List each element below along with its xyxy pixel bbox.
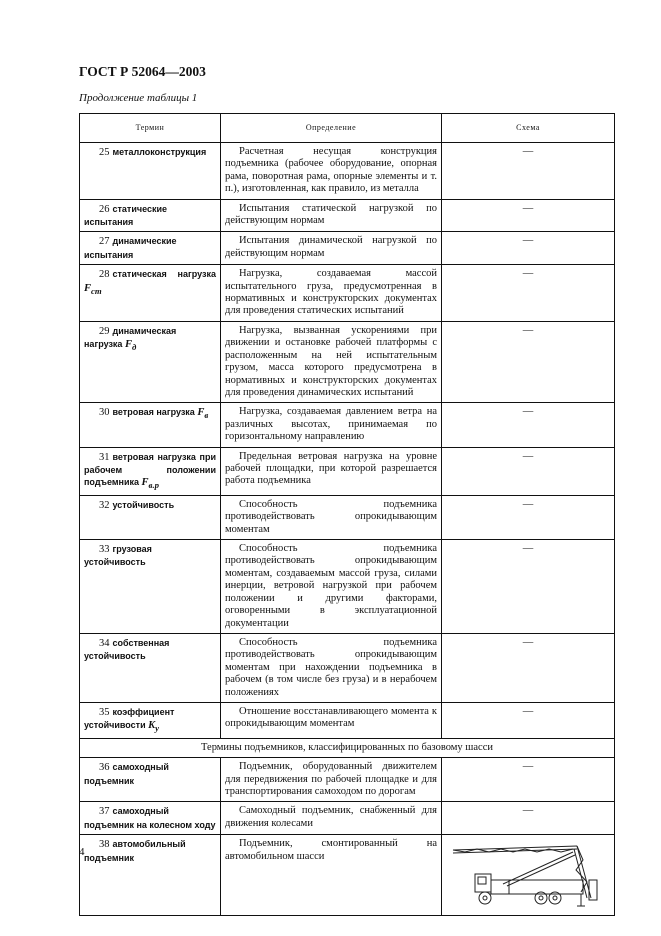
scheme-dash: — — [522, 202, 534, 214]
term-cell — [80, 143, 221, 200]
table-row — [80, 702, 615, 738]
definition-cell: Нагрузка, создаваемая давлением ветра на различных высотах, принимаемая по горизонтальному направлению — [221, 403, 442, 447]
term-name: автомобильный подъемник — [84, 839, 186, 863]
table-row — [80, 802, 615, 835]
definition-cell: Расчетная несущая конструкция подъемника (рабочее оборудование, опорная рама, поворотная рама, опорные элементы и т. п.), изготовленная, как правило, из металла — [221, 143, 442, 200]
definition-cell: Самоходный подъемник, снабженный для движения колесами — [221, 802, 442, 835]
term-symbol: $F_в$ — [197, 407, 209, 421]
scheme-dash: — — [522, 450, 534, 462]
term-number: 36 — [99, 762, 110, 774]
definition-cell: Отношение восстанавливающего момента к опрокидывающим моментам — [221, 702, 442, 738]
term-cell — [80, 265, 221, 322]
section-header-row — [80, 738, 615, 757]
term-number: 38 — [99, 839, 110, 851]
scheme-dash: — — [522, 406, 534, 418]
scheme-dash: — — [522, 268, 534, 280]
term-cell — [80, 321, 221, 402]
definition-cell: Испытания статической нагрузкой по действующим нормам — [221, 199, 442, 232]
scheme-cell — [442, 802, 615, 835]
scheme-dash: — — [522, 324, 534, 336]
term-cell — [80, 633, 221, 702]
term-number: 32 — [99, 499, 110, 511]
table-row — [80, 265, 615, 322]
table-row — [80, 633, 615, 702]
term-cell — [80, 495, 221, 539]
scheme-cell — [442, 232, 615, 265]
scheme-cell — [442, 265, 615, 322]
term-symbol: $F_{ст}$ — [84, 282, 102, 296]
scheme-cell — [442, 321, 615, 402]
definition-cell: Способность подъемника противодействовать опрокидывающим моментам, создаваемым массой груза, силами инерции, ветровой нагрузкой при рабочем положении и другими факторами, оговоренными в эксплуатационной документации — [221, 540, 442, 634]
term-cell — [80, 758, 221, 802]
term-symbol: $F_{в.р}$ — [141, 477, 160, 491]
table-row — [80, 495, 615, 539]
table-header-row — [80, 114, 615, 143]
term-number: 26 — [99, 203, 110, 215]
document-header: ГОСТ Р 52064—2003 — [79, 64, 206, 79]
scheme-cell — [442, 758, 615, 802]
scheme-dash: — — [522, 235, 534, 247]
scheme-cell — [442, 447, 615, 495]
term-name: собственная устойчивость — [84, 637, 170, 662]
table-row — [80, 540, 615, 634]
column-header-scheme: Схема — [442, 114, 615, 143]
scheme-cell — [442, 835, 615, 916]
term-symbol: $K_у$ — [148, 720, 160, 734]
term-number: 29 — [99, 325, 110, 337]
term-name: металлоконструкция — [112, 147, 207, 157]
table-row — [80, 403, 615, 447]
column-header-definition: Определение — [221, 114, 442, 143]
term-cell — [80, 403, 221, 447]
scheme-dash: — — [522, 761, 534, 773]
scheme-cell — [442, 633, 615, 702]
term-name: самоходный подъемник на колесном ходу — [84, 806, 216, 830]
definition-cell: Способность подъемника противодействовать опрокидывающим моментам — [221, 495, 442, 539]
term-name: ветровая нагрузка — [112, 407, 195, 418]
table-row — [80, 143, 615, 200]
term-number: 37 — [99, 806, 110, 818]
scheme-dash: — — [522, 543, 534, 555]
term-name: динамическая нагрузка — [84, 325, 177, 350]
term-cell — [80, 835, 221, 916]
term-number: 33 — [99, 544, 110, 556]
definition-cell: Подъемник, смонтированный на автомобильном шасси — [221, 835, 442, 916]
table-body — [80, 143, 615, 916]
definition-cell: Нагрузка, создаваемая массой испытательного груза, предусмотренная в нормативных и конструкторских документах для проведения статических испытаний — [221, 265, 442, 322]
term-name: статические испытания — [84, 203, 168, 228]
term-name: самоходный подъемник — [84, 762, 169, 786]
term-name: статическая нагрузка — [112, 269, 216, 280]
page-number: 4 — [79, 846, 85, 858]
scheme-cell — [442, 199, 615, 232]
truck-mounted-boom-lift-drawing — [449, 840, 607, 912]
term-cell — [80, 802, 221, 835]
definition-cell: Подъемник, оборудованный движителем для передвижения по рабочей площадке и для транспортирования самоходом по дорогам — [221, 758, 442, 802]
term-number: 30 — [99, 407, 110, 419]
table-row — [80, 758, 615, 802]
definition-cell: Предельная ветровая нагрузка на уровне рабочей площадки, при которой разрешается работа подъемника — [221, 447, 442, 495]
table-continuation-caption: Продолжение таблицы 1 — [79, 92, 198, 104]
table-row — [80, 447, 615, 495]
term-cell — [80, 540, 221, 634]
section-title: Термины подъемников, классифицированных по базовому шасси — [80, 738, 615, 757]
term-cell — [80, 199, 221, 232]
term-name: грузовая устойчивость — [84, 544, 152, 568]
scheme-cell — [442, 143, 615, 200]
table-row — [80, 232, 615, 265]
scheme-cell — [442, 540, 615, 634]
term-name: ветровая нагрузка при рабочем положении подъемника — [84, 451, 216, 488]
terms-table — [79, 113, 615, 916]
term-number: 27 — [99, 236, 110, 248]
table-row — [80, 835, 615, 916]
scheme-dash: — — [522, 498, 534, 510]
term-number: 25 — [99, 147, 110, 158]
scheme-dash: — — [522, 705, 534, 717]
term-number: 35 — [99, 706, 110, 718]
term-cell — [80, 447, 221, 495]
term-cell — [80, 232, 221, 265]
column-header-term: Термин — [80, 114, 221, 143]
definition-cell: Нагрузка, вызванная ускорениями при движении и остановке рабочей платформы с расположенным на ней испытательным грузом, масса которого предусмотрена в нормативных и конструкторских документах для проведения динамических испытаний — [221, 321, 442, 402]
table-row — [80, 321, 615, 402]
table-row — [80, 199, 615, 232]
scheme-cell — [442, 403, 615, 447]
term-number: 34 — [99, 637, 110, 649]
term-number: 28 — [99, 269, 110, 281]
term-name: коэффициент устойчивости — [84, 706, 175, 731]
definition-cell: Испытания динамической нагрузкой по действующим нормам — [221, 232, 442, 265]
definition-cell: Способность подъемника противодействовать опрокидывающим моментам при нахождении подъемника в рабочем (в том числе без груза) и в нерабочем положениях — [221, 633, 442, 702]
scheme-cell — [442, 702, 615, 738]
scheme-dash: — — [522, 636, 534, 648]
term-cell — [80, 702, 221, 738]
term-name: динамические испытания — [84, 236, 177, 260]
scheme-cell — [442, 495, 615, 539]
term-name: устойчивость — [112, 499, 175, 510]
term-number: 31 — [99, 451, 110, 463]
scheme-dash: — — [522, 146, 534, 157]
term-symbol: $F_д$ — [124, 339, 137, 353]
scheme-dash: — — [522, 805, 534, 817]
